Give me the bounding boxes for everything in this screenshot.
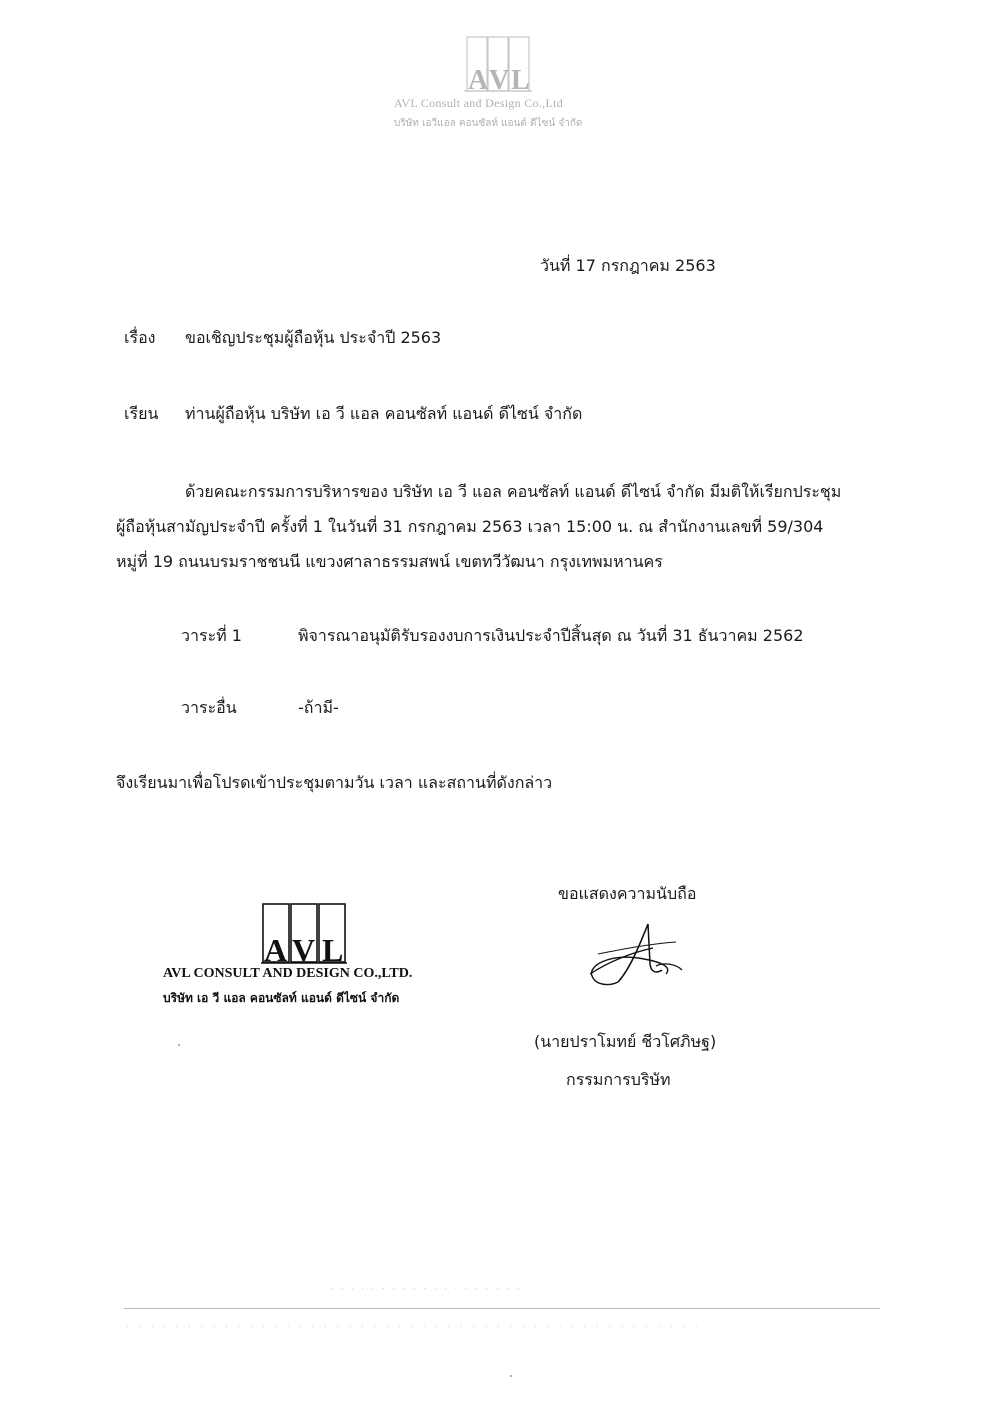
svg-text:A: A [264,932,288,966]
svg-text:L: L [322,932,344,966]
agenda-text-1: พิจารณาอนุมัติรับรองงบการเงินประจำปีสิ้นสุด ณ วันที่ 31 ธันวาคม 2562 [298,626,804,645]
stamp-company-en: AVL CONSULT AND DESIGN CO.,LTD. [163,966,413,981]
letterhead-company-th: บริษัท เอวีแอล คอนซัลท์ แอนด์ ดีไซน์ จำกัด [394,118,583,129]
svg-text:L: L [511,65,530,94]
subject-label: เรื่อง [124,328,156,347]
company-stamp-logo [261,902,347,966]
body-line-3: หมู่ที่ 19 ถนนบรมราชชนนี แขวงศาลาธรรมสพน์ เขตทวีวัฒนา กรุงเทพมหานคร [116,552,663,571]
body-line-2: ผู้ถือหุ้นสามัญประจำปี ครั้งที่ 1 ในวันที่ 31 กรกฎาคม 2563 เวลา 15:00 น. ณ สำนักงานเลขที่ 59/304 [116,517,824,536]
signer-name: (นายปราโมทย์ ชีวโศภิษฐ) [534,1032,717,1051]
recipient-text: ท่านผู้ถือหุ้น บริษัท เอ วี แอล คอนซัลท์ แอนด์ ดีไซน์ จำกัด [185,404,583,423]
footer-faint-text-2: · · · · · · · · · · · · · · · · · · · · · · · · · · · · · · · · · · · · · · · · · · · · · · · [126,1322,701,1333]
subject-text: ขอเชิญประชุมผู้ถือหุ้น ประจำปี 2563 [185,328,442,347]
regards-text: ขอแสดงความนับถือ [558,884,697,903]
stamp-company-th: บริษัท เอ วี แอล คอนซัลท์ แอนด์ ดีไซน์ จำกัด [163,991,400,1005]
scan-speck [510,1375,512,1377]
body-line-1: ด้วยคณะกรรมการบริหารของ บริษัท เอ วี แอล คอนซัลท์ แอนด์ ดีไซน์ จำกัด มีมติให้เรียกประชุม [185,482,842,501]
agenda-label-2: วาระอื่น [181,698,237,717]
company-logo-letterhead [464,36,532,94]
footer-faint-text-1: · · · · · · · · · · · · · · · · · · · [330,1284,522,1295]
footer-divider [124,1308,880,1309]
svg-text:A: A [468,65,489,94]
scan-speck [178,1044,180,1046]
letterhead-company-en: AVL Consult and Design Co.,Ltd [394,96,564,110]
svg-text:V: V [489,65,510,94]
handwritten-signature [578,914,698,994]
closing-text: จึงเรียนมาเพื่อโปรดเข้าประชุมตามวัน เวลา และสถานที่ดังกล่าว [116,773,553,792]
agenda-label-1: วาระที่ 1 [181,626,242,645]
signer-title: กรรมการบริษัท [566,1070,671,1089]
svg-text:V: V [292,932,316,966]
agenda-text-2: -ถ้ามี- [298,698,339,717]
recipient-label: เรียน [124,404,159,423]
letter-date: วันที่ 17 กรกฎาคม 2563 [540,256,716,275]
